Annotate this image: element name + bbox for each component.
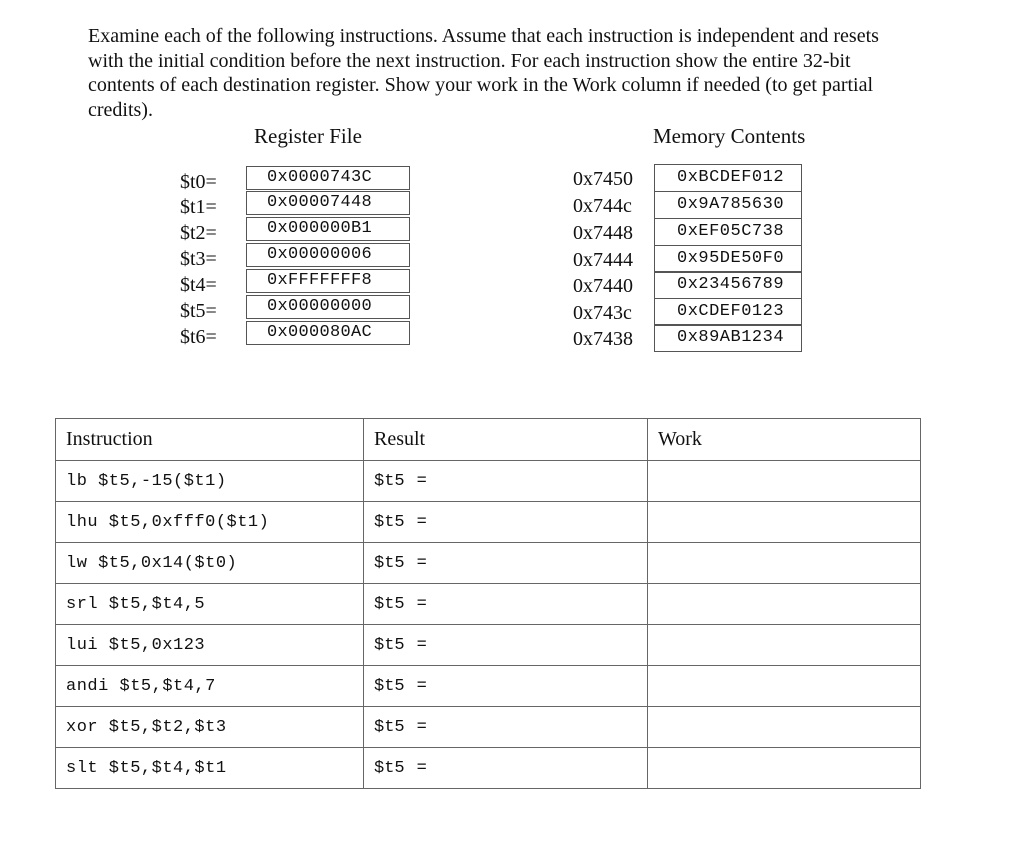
memory-value-7444: 0x95DE50F0 <box>654 245 802 273</box>
register-value-t0: 0x0000743C <box>246 166 410 190</box>
table-header-row <box>56 419 921 461</box>
table-row <box>56 543 921 584</box>
register-label-t0: $t0= <box>180 171 217 193</box>
result-register: $t5 <box>374 676 405 696</box>
instruction-cell: lui $t5,0x123 <box>56 625 364 666</box>
register-label-t1: $t1= <box>180 196 217 218</box>
memory-value-7448: 0xEF05C738 <box>654 218 802 246</box>
table-row <box>56 748 921 789</box>
instruction-cell: xor $t5,$t2,$t3 <box>56 707 364 748</box>
equals-sign: = <box>416 758 427 778</box>
instruction-table <box>55 418 921 789</box>
table-row <box>56 502 921 543</box>
register-value-t4: 0xFFFFFFF8 <box>246 269 410 293</box>
result-cell[interactable] <box>364 584 648 625</box>
register-value-t6: 0x000080AC <box>246 321 410 345</box>
equals-sign: = <box>416 512 427 532</box>
table-row <box>56 666 921 707</box>
result-register: $t5 <box>374 758 405 778</box>
register-value-t3: 0x00000006 <box>246 243 410 267</box>
instruction-column-header: Instruction <box>56 419 364 461</box>
memory-address-7448: 0x7448 <box>573 222 633 244</box>
instruction-cell: slt $t5,$t4,$t1 <box>56 748 364 789</box>
memory-value-744c: 0x9A785630 <box>654 191 802 219</box>
result-cell[interactable] <box>364 543 648 584</box>
memory-value-7438: 0x89AB1234 <box>654 324 802 352</box>
work-cell[interactable] <box>648 461 921 502</box>
instruction-cell: lb $t5,-15($t1) <box>56 461 364 502</box>
register-label-t5: $t5= <box>180 300 217 322</box>
memory-address-744c: 0x744c <box>573 195 632 217</box>
work-cell[interactable] <box>648 502 921 543</box>
register-label-t6: $t6= <box>180 326 217 348</box>
table-row <box>56 625 921 666</box>
result-cell[interactable] <box>364 748 648 789</box>
memory-address-7440: 0x7440 <box>573 275 633 297</box>
work-cell[interactable] <box>648 707 921 748</box>
work-cell[interactable] <box>648 584 921 625</box>
result-register: $t5 <box>374 594 405 614</box>
result-register: $t5 <box>374 553 405 573</box>
instruction-cell: lw $t5,0x14($t0) <box>56 543 364 584</box>
memory-address-7444: 0x7444 <box>573 249 633 271</box>
result-register: $t5 <box>374 635 405 655</box>
register-label-t3: $t3= <box>180 248 217 270</box>
result-cell[interactable] <box>364 461 648 502</box>
equals-sign: = <box>416 553 427 573</box>
equals-sign: = <box>416 635 427 655</box>
table-row <box>56 584 921 625</box>
register-value-t1: 0x00007448 <box>246 191 410 215</box>
equals-sign: = <box>416 471 427 491</box>
memory-value-743c: 0xCDEF0123 <box>654 298 802 326</box>
work-cell[interactable] <box>648 666 921 707</box>
memory-contents-heading: Memory Contents <box>653 124 806 148</box>
register-value-t5: 0x00000000 <box>246 295 410 319</box>
register-value-t2: 0x000000B1 <box>246 217 410 241</box>
work-column-header: Work <box>648 419 921 461</box>
result-cell[interactable] <box>364 707 648 748</box>
memory-value-7440: 0x23456789 <box>654 271 802 299</box>
instruction-cell: lhu $t5,0xfff0($t1) <box>56 502 364 543</box>
equals-sign: = <box>416 594 427 614</box>
work-cell[interactable] <box>648 625 921 666</box>
result-register: $t5 <box>374 512 405 532</box>
result-cell[interactable] <box>364 666 648 707</box>
memory-address-743c: 0x743c <box>573 302 632 324</box>
instructions-paragraph: Examine each of the following instructions. Assume that each instruction is independent and resets with the initial condition before the next instruction. For each instruction show the entire 32-bit contents of each destination register. Show your work in the Work column if needed (to get partial credits). <box>88 25 879 121</box>
register-label-t4: $t4= <box>180 274 217 296</box>
instruction-cell: andi $t5,$t4,7 <box>56 666 364 707</box>
register-label-t2: $t2= <box>180 222 217 244</box>
equals-sign: = <box>416 717 427 737</box>
result-register: $t5 <box>374 471 405 491</box>
memory-address-7450: 0x7450 <box>573 168 633 190</box>
result-column-header: Result <box>364 419 648 461</box>
work-cell[interactable] <box>648 748 921 789</box>
result-register: $t5 <box>374 717 405 737</box>
result-cell[interactable] <box>364 502 648 543</box>
equals-sign: = <box>416 676 427 696</box>
register-file-heading: Register File <box>254 124 362 148</box>
work-cell[interactable] <box>648 543 921 584</box>
memory-value-7450: 0xBCDEF012 <box>654 164 802 192</box>
instruction-cell: srl $t5,$t4,5 <box>56 584 364 625</box>
memory-address-7438: 0x7438 <box>573 328 633 350</box>
table-row <box>56 461 921 502</box>
table-row <box>56 707 921 748</box>
result-cell[interactable] <box>364 625 648 666</box>
